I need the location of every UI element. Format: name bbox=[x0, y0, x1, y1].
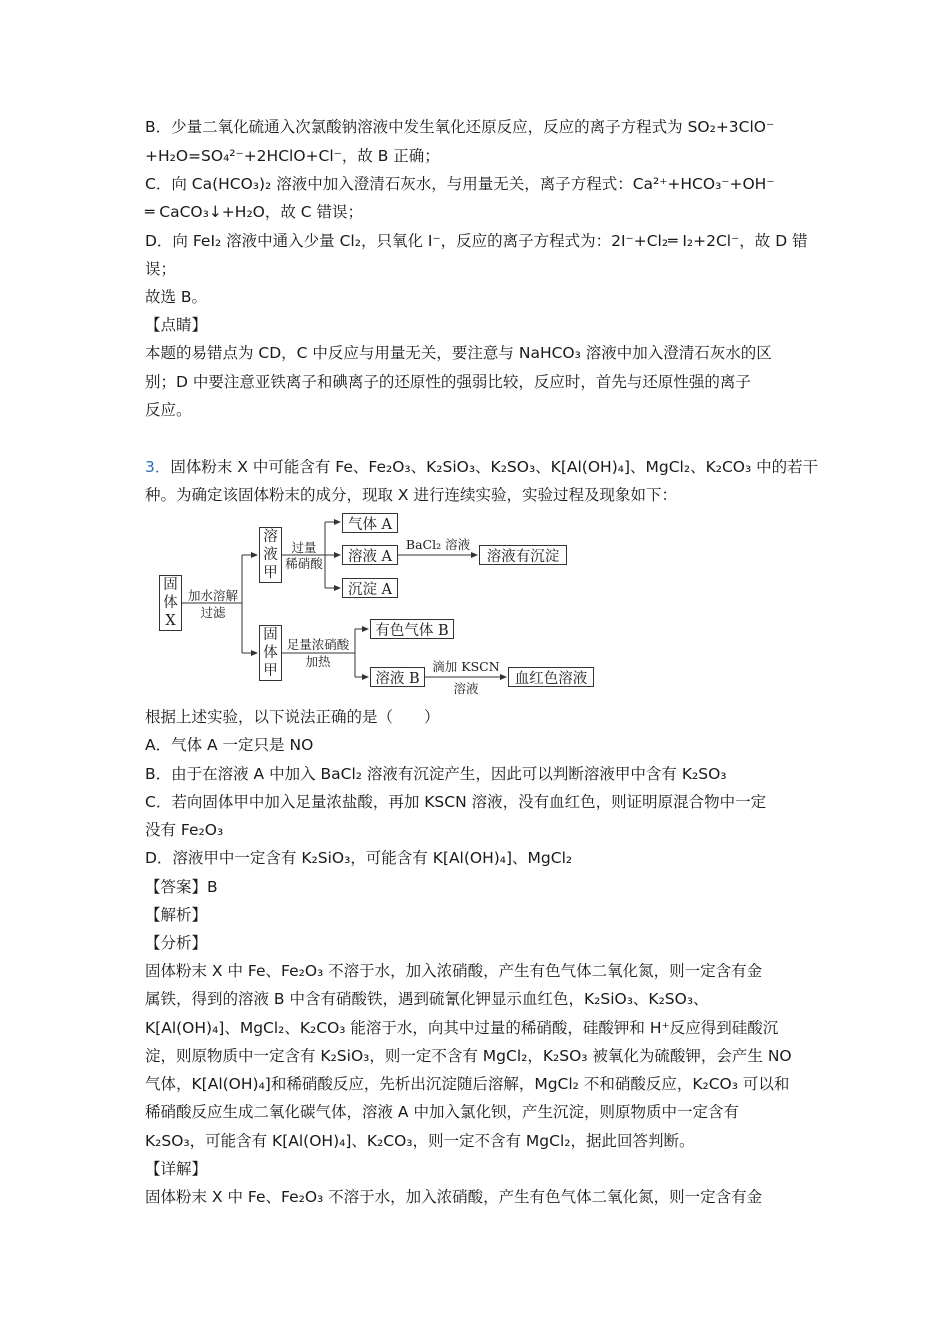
section-heading: 【分析】 bbox=[145, 934, 208, 952]
text-line: 属铁，得到的溶液 B 中含有硝酸铁，遇到硫氰化钾显示血红色，K₂SiO₃、K₂SO₃、 bbox=[145, 990, 709, 1008]
node-char: 体 bbox=[163, 595, 178, 611]
text-line: K₂SO₃，可能含有 K[Al(OH)₄]、K₂CO₃，则一定不含有 MgCl₂，据此回答判断。 bbox=[145, 1132, 695, 1150]
question-stem bbox=[145, 457, 818, 477]
text-line: 反应。 bbox=[145, 401, 192, 419]
text-line: 气体，K[Al(OH)₄]和稀硝酸反应，先析出沉淀随后溶解，MgCl₂ 不和硝酸反应，K₂CO₃ 可以和 bbox=[145, 1075, 790, 1093]
step-label: 过滤 bbox=[200, 605, 226, 620]
section-heading: 【详解】 bbox=[145, 1160, 208, 1178]
node-char: 溶 bbox=[263, 529, 278, 545]
node-char: 液 bbox=[263, 547, 278, 563]
reagent-label: 溶液 bbox=[453, 681, 479, 696]
node-char: 固 bbox=[263, 627, 278, 643]
question-ask: 根据上述实验，以下说法正确的是（ ） bbox=[145, 708, 440, 726]
node-solution-b: 溶液 B bbox=[370, 667, 425, 687]
node-solid-x bbox=[159, 575, 182, 631]
answer-line: 【答案】B bbox=[145, 878, 218, 896]
text-line: D．向 FeI₂ 溶液中通入少量 Cl₂，只氧化 I⁻，反应的离子方程式为：2I⁻+Cl₂═ I₂+2Cl⁻，故 D 错 bbox=[145, 232, 808, 250]
node-solution-jia bbox=[259, 527, 282, 583]
text-line: C．向 Ca(HCO₃)₂ 溶液中加入澄清石灰水，与用量无关，离子方程式：Ca²⁺+HCO₃⁻+OH⁻ bbox=[145, 175, 775, 193]
stem-text: 固体粉末 X 中可能含有 Fe、Fe₂O₃、K₂SiO₃、K₂SO₃、K[Al(OH)₄]、MgCl₂、K₂CO₃ 中的若干 bbox=[170, 458, 819, 476]
option-a: A．气体 A 一定只是 NO bbox=[145, 736, 314, 754]
text-line: 稀硝酸反应生成二氧化碳气体，溶液 A 中加入氯化钡，产生沉淀，则原物质中一定含有 bbox=[145, 1103, 739, 1121]
node-char: X bbox=[165, 613, 176, 629]
text-line: 别；D 中要注意亚铁离子和碘离子的还原性的强弱比较，反应时，首先与还原性强的离子 bbox=[145, 373, 751, 391]
question-number: 3． bbox=[145, 458, 171, 476]
section-heading: 【解析】 bbox=[145, 906, 208, 924]
node-solid-jia bbox=[259, 625, 282, 681]
node-char: 甲 bbox=[263, 663, 278, 679]
reagent-label: BaCl₂ 溶液 bbox=[405, 537, 471, 552]
node-precipitate-a: 沉淀 A bbox=[342, 578, 398, 598]
option-c: C．若向固体甲中加入足量浓盐酸，再加 KSCN 溶液，没有血红色，则证明原混合物中一定 bbox=[145, 793, 767, 811]
text-line: 固体粉末 X 中 Fe、Fe₂O₃ 不溶于水，加入浓硝酸，产生有色气体二氧化氮，则一定含有金 bbox=[145, 1188, 763, 1206]
node-gas-a: 气体 A bbox=[342, 513, 398, 533]
reagent-label: 滴加 KSCN bbox=[432, 659, 500, 674]
text-line: 误； bbox=[145, 260, 177, 278]
node-solution-a: 溶液 A bbox=[342, 545, 398, 565]
text-line: K[Al(OH)₄]、MgCl₂、K₂CO₃ 能溶于水，向其中过量的稀硝酸，硅酸钾和 H⁺反应得到硅酸沉 bbox=[145, 1019, 779, 1037]
step-label: 加水溶解 bbox=[187, 588, 238, 603]
text-line: 种。为确定该固体粉末的成分，现取 X 进行连续实验，实验过程及现象如下： bbox=[145, 486, 677, 504]
reagent-label: 足量浓硝酸 bbox=[286, 637, 350, 652]
node-colored-gas-b: 有色气体 B bbox=[370, 619, 454, 639]
condition-label: 加热 bbox=[305, 654, 331, 669]
option-c-cont: 没有 Fe₂O₃ bbox=[145, 821, 224, 839]
section-heading: 【点睛】 bbox=[145, 316, 208, 334]
text-line: ═ CaCO₃↓+H₂O，故 C 错误； bbox=[145, 203, 364, 221]
text-line: 淀，则原物质中一定含有 K₂SiO₃，则一定不含有 MgCl₂，K₂SO₃ 被氧化为硫酸钾，会产生 NO bbox=[145, 1047, 792, 1065]
node-char: 体 bbox=[263, 645, 278, 661]
option-d: D．溶液甲中一定含有 K₂SiO₃，可能含有 K[Al(OH)₄]、MgCl₂ bbox=[145, 849, 573, 867]
text-line: 固体粉末 X 中 Fe、Fe₂O₃ 不溶于水，加入浓硝酸，产生有色气体二氧化氮，则一定含有金 bbox=[145, 962, 763, 980]
text-line: 本题的易错点为 CD，C 中反应与用量无关，要注意与 NaHCO₃ 溶液中加入澄清石灰水的区 bbox=[145, 344, 772, 362]
text-line: +H₂O=SO₄²⁻+2HClO+Cl⁻，故 B 正确； bbox=[145, 147, 440, 165]
node-char: 固 bbox=[163, 577, 178, 593]
option-b: B．由于在溶液 A 中加入 BaCl₂ 溶液有沉淀产生，因此可以判断溶液甲中含有 K₂SO₃ bbox=[145, 765, 727, 783]
step-label: 稀硝酸 bbox=[285, 556, 323, 571]
node-blood-red-solution: 血红色溶液 bbox=[508, 667, 594, 687]
text-line: B．少量二氧化硫通入次氯酸钠溶液中发生氧化还原反应，反应的离子方程式为 SO₂+3ClO⁻ bbox=[145, 118, 775, 136]
node-solution-precipitate: 溶液有沉淀 bbox=[479, 545, 567, 565]
text-line: 故选 B。 bbox=[145, 288, 208, 306]
node-char: 甲 bbox=[263, 565, 278, 581]
step-label: 过量 bbox=[291, 540, 317, 555]
